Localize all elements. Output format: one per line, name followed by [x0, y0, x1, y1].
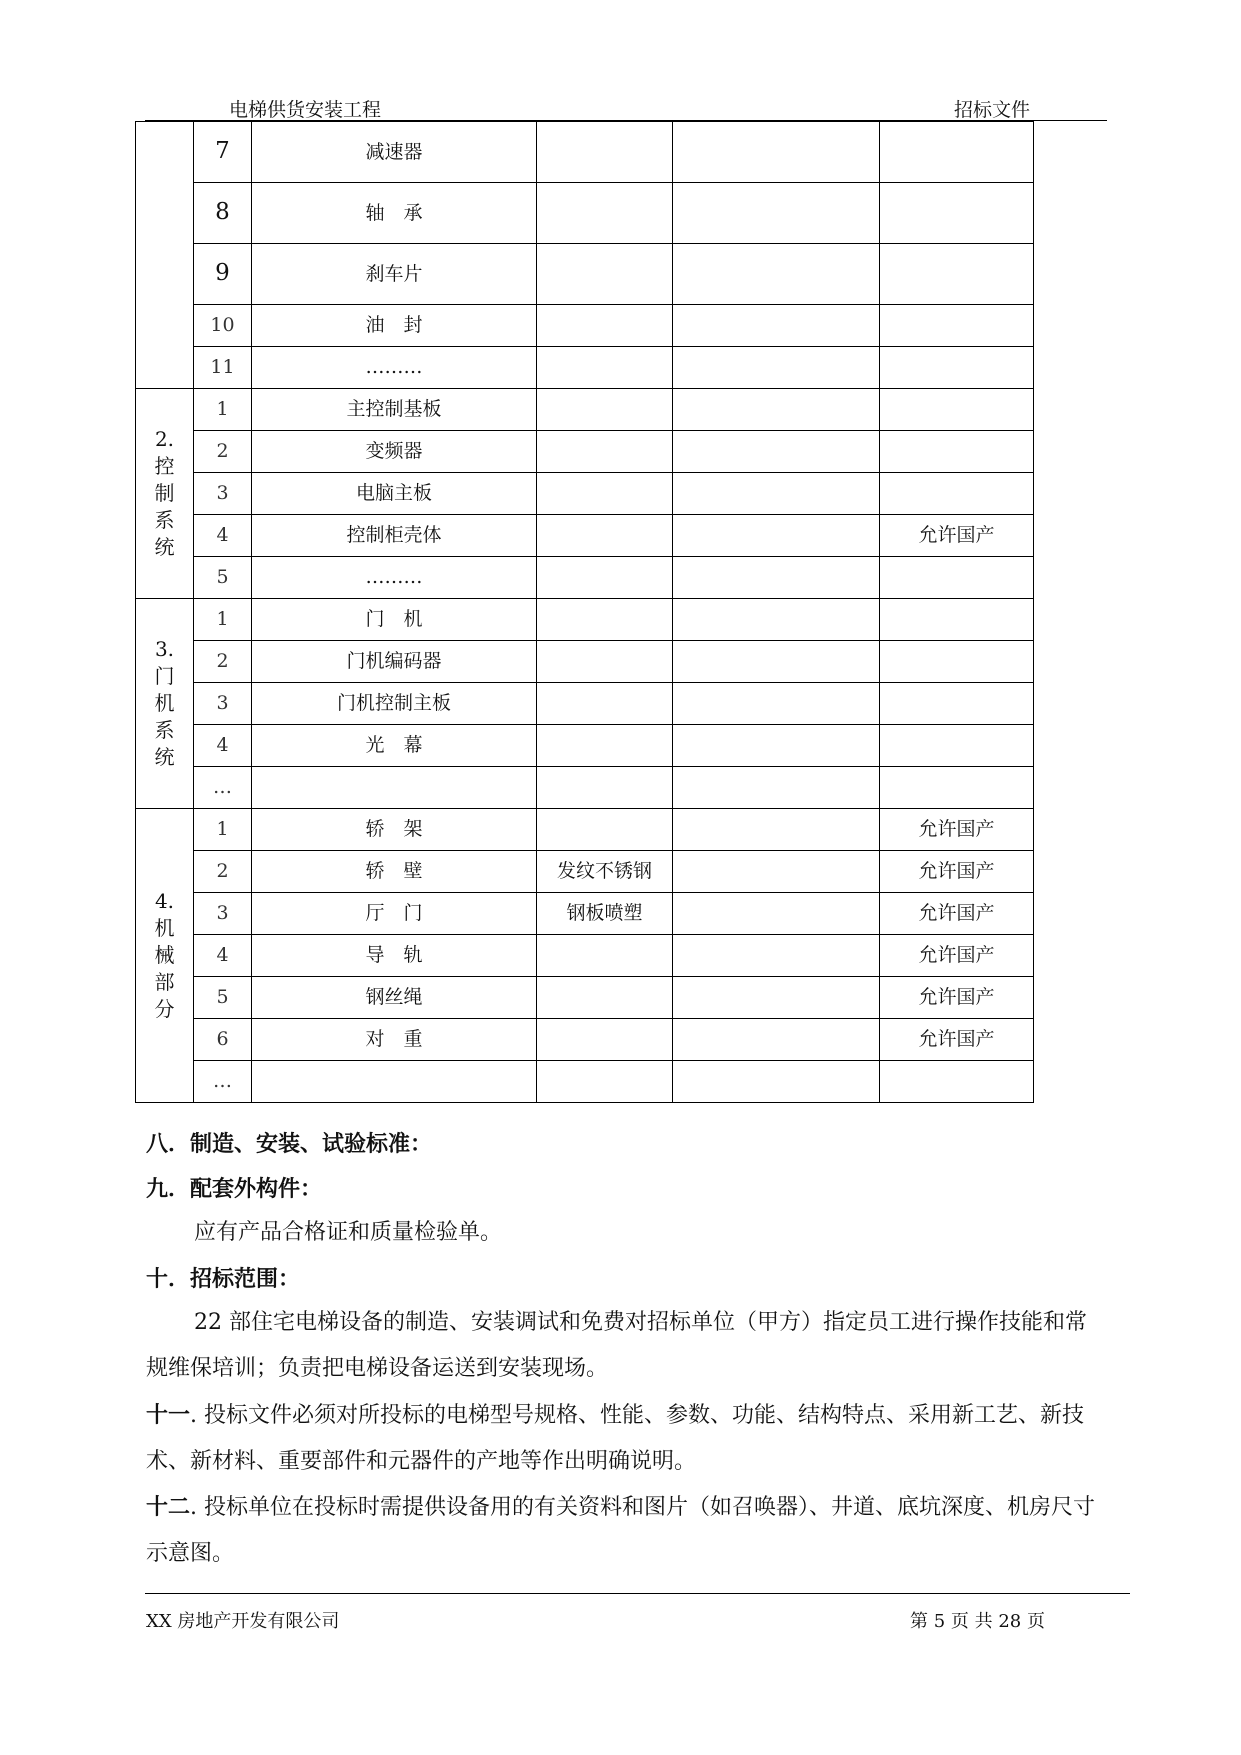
- item-material: [537, 641, 673, 683]
- item-material: [537, 1061, 673, 1103]
- item-number: 3: [194, 473, 252, 515]
- item-name: 导 轨: [252, 935, 537, 977]
- item-material: [537, 599, 673, 641]
- item-name: 刹车片: [252, 244, 537, 305]
- section-12-body: . 投标单位在投标时需提供设备用的有关资料和图片（如召唤器）、井道、底坑深度、机房尺寸示意图。: [146, 1495, 1096, 1566]
- section-9-heading: 九．配套外构件：: [146, 1176, 323, 1202]
- parts-table-body: [136, 122, 1034, 1103]
- table-row: [136, 347, 1034, 389]
- item-number: 4: [194, 725, 252, 767]
- table-row: [136, 935, 1034, 977]
- item-name: 轿 架: [252, 809, 537, 851]
- header-project: 电梯供货安装工程: [229, 99, 382, 121]
- item-brand: [673, 389, 880, 431]
- item-material: [537, 305, 673, 347]
- item-brand: [673, 431, 880, 473]
- item-name: ………: [252, 557, 537, 599]
- item-material: [537, 977, 673, 1019]
- section-11-number: 十一: [146, 1402, 191, 1428]
- item-number: 2: [194, 641, 252, 683]
- item-note: [880, 683, 1034, 725]
- item-note: [880, 305, 1034, 347]
- table-row: [136, 977, 1034, 1019]
- item-number: …: [194, 1061, 252, 1103]
- item-brand: [673, 767, 880, 809]
- table-row: [136, 1061, 1034, 1103]
- item-material: [537, 244, 673, 305]
- item-note: [880, 725, 1034, 767]
- item-number: 7: [194, 122, 252, 183]
- item-number: 3: [194, 683, 252, 725]
- item-name: 门机编码器: [252, 641, 537, 683]
- section-12-number: 十二: [146, 1494, 191, 1520]
- item-material: [537, 473, 673, 515]
- item-brand: [673, 599, 880, 641]
- item-name: 油 封: [252, 305, 537, 347]
- item-note: [880, 599, 1034, 641]
- item-name: [252, 1061, 537, 1103]
- item-brand: [673, 305, 880, 347]
- item-brand: [673, 809, 880, 851]
- item-name: 厅 门: [252, 893, 537, 935]
- item-material: [537, 389, 673, 431]
- item-material: [537, 767, 673, 809]
- item-name: 轿 壁: [252, 851, 537, 893]
- header-doc-type: 招标文件: [954, 99, 1031, 121]
- section-12-paragraph: [146, 1484, 1106, 1577]
- section-11-paragraph: [146, 1392, 1106, 1485]
- item-note: 允许国产: [880, 977, 1034, 1019]
- item-note: 允许国产: [880, 935, 1034, 977]
- item-material: [537, 347, 673, 389]
- footer-rule: [145, 1593, 1130, 1594]
- item-brand: [673, 935, 880, 977]
- item-number: 10: [194, 305, 252, 347]
- item-name: 光 幕: [252, 725, 537, 767]
- item-brand: [673, 851, 880, 893]
- item-name: 减速器: [252, 122, 537, 183]
- item-note: [880, 389, 1034, 431]
- item-number: 1: [194, 599, 252, 641]
- table-row: [136, 809, 1034, 851]
- item-name: [252, 767, 537, 809]
- item-brand: [673, 977, 880, 1019]
- section-9-body: 应有产品合格证和质量检验单。: [194, 1220, 503, 1245]
- item-number: 1: [194, 809, 252, 851]
- item-brand: [673, 725, 880, 767]
- item-note: [880, 183, 1034, 244]
- item-note: 允许国产: [880, 851, 1034, 893]
- item-name: ………: [252, 347, 537, 389]
- item-number: 1: [194, 389, 252, 431]
- item-brand: [673, 1019, 880, 1061]
- item-brand: [673, 683, 880, 725]
- item-note: [880, 557, 1034, 599]
- section-8-heading: 八．制造、安装、试验标准：: [146, 1131, 433, 1157]
- item-note: [880, 244, 1034, 305]
- table-row: [136, 767, 1034, 809]
- table-row: [136, 599, 1034, 641]
- item-brand: [673, 122, 880, 183]
- item-name: 主控制基板: [252, 389, 537, 431]
- table-row: [136, 557, 1034, 599]
- item-brand: [673, 244, 880, 305]
- item-number: 8: [194, 183, 252, 244]
- section-10-heading: 十．招标范围：: [146, 1266, 301, 1292]
- item-material: [537, 1019, 673, 1061]
- table-row: [136, 305, 1034, 347]
- item-number: 4: [194, 515, 252, 557]
- item-number: 5: [194, 557, 252, 599]
- group-label-cell: 4. 机 械 部 分: [136, 809, 194, 1103]
- item-material: [537, 809, 673, 851]
- item-material: [537, 725, 673, 767]
- section-10-body: 22 部住宅电梯设备的制造、安装调试和免费对招标单位（甲方）指定员工进行操作技能和常规维保培训；负责把电梯设备运送到安装现场。: [146, 1310, 1087, 1381]
- item-note: [880, 767, 1034, 809]
- footer-page-number: 第 5 页 共 28 页: [910, 1611, 1045, 1632]
- footer-company: XX 房地产开发有限公司: [146, 1611, 340, 1632]
- item-brand: [673, 1061, 880, 1103]
- item-note: [880, 347, 1034, 389]
- table-row: [136, 389, 1034, 431]
- item-material: [537, 431, 673, 473]
- item-number: 4: [194, 935, 252, 977]
- item-brand: [673, 473, 880, 515]
- item-name: 对 重: [252, 1019, 537, 1061]
- group-label-cell: 2. 控 制 系 统: [136, 389, 194, 599]
- item-material: [537, 935, 673, 977]
- item-brand: [673, 893, 880, 935]
- item-material: [537, 557, 673, 599]
- group-label-cell: [136, 122, 194, 389]
- section-11-body: . 投标文件必须对所投标的电梯型号规格、性能、参数、功能、结构特点、采用新工艺、新技术、新材料、重要部件和元器件的产地等作出明确说明。: [146, 1403, 1085, 1474]
- item-material: 钢板喷塑: [537, 893, 673, 935]
- table-row: [136, 725, 1034, 767]
- item-brand: [673, 557, 880, 599]
- table-row: [136, 641, 1034, 683]
- item-note: [880, 1061, 1034, 1103]
- item-brand: [673, 347, 880, 389]
- item-brand: [673, 183, 880, 244]
- item-name: 电脑主板: [252, 473, 537, 515]
- item-number: 2: [194, 851, 252, 893]
- item-note: [880, 641, 1034, 683]
- item-number: 6: [194, 1019, 252, 1061]
- item-name: 门机控制主板: [252, 683, 537, 725]
- table-row: [136, 183, 1034, 244]
- item-number: …: [194, 767, 252, 809]
- table-row: [136, 851, 1034, 893]
- item-number: 5: [194, 977, 252, 1019]
- table-row: [136, 431, 1034, 473]
- table-row: [136, 683, 1034, 725]
- item-name: 变频器: [252, 431, 537, 473]
- group-label-cell: 3. 门 机 系 统: [136, 599, 194, 809]
- item-material: 发纹不锈钢: [537, 851, 673, 893]
- item-material: [537, 515, 673, 557]
- table-row: [136, 244, 1034, 305]
- table-row: [136, 1019, 1034, 1061]
- item-note: 允许国产: [880, 809, 1034, 851]
- item-brand: [673, 641, 880, 683]
- item-number: 11: [194, 347, 252, 389]
- item-note: 允许国产: [880, 515, 1034, 557]
- table-row: [136, 893, 1034, 935]
- item-name: 钢丝绳: [252, 977, 537, 1019]
- item-material: [537, 122, 673, 183]
- item-note: [880, 431, 1034, 473]
- item-note: 允许国产: [880, 893, 1034, 935]
- item-name: 控制柜壳体: [252, 515, 537, 557]
- item-number: 2: [194, 431, 252, 473]
- item-number: 9: [194, 244, 252, 305]
- item-name: 轴 承: [252, 183, 537, 244]
- item-name: 门 机: [252, 599, 537, 641]
- item-note: [880, 122, 1034, 183]
- table-row: [136, 473, 1034, 515]
- table-row: [136, 515, 1034, 557]
- parts-table: [135, 121, 1034, 1103]
- item-note: 允许国产: [880, 1019, 1034, 1061]
- item-material: [537, 683, 673, 725]
- item-brand: [673, 515, 880, 557]
- item-material: [537, 183, 673, 244]
- item-number: 3: [194, 893, 252, 935]
- item-note: [880, 473, 1034, 515]
- table-row: [136, 122, 1034, 183]
